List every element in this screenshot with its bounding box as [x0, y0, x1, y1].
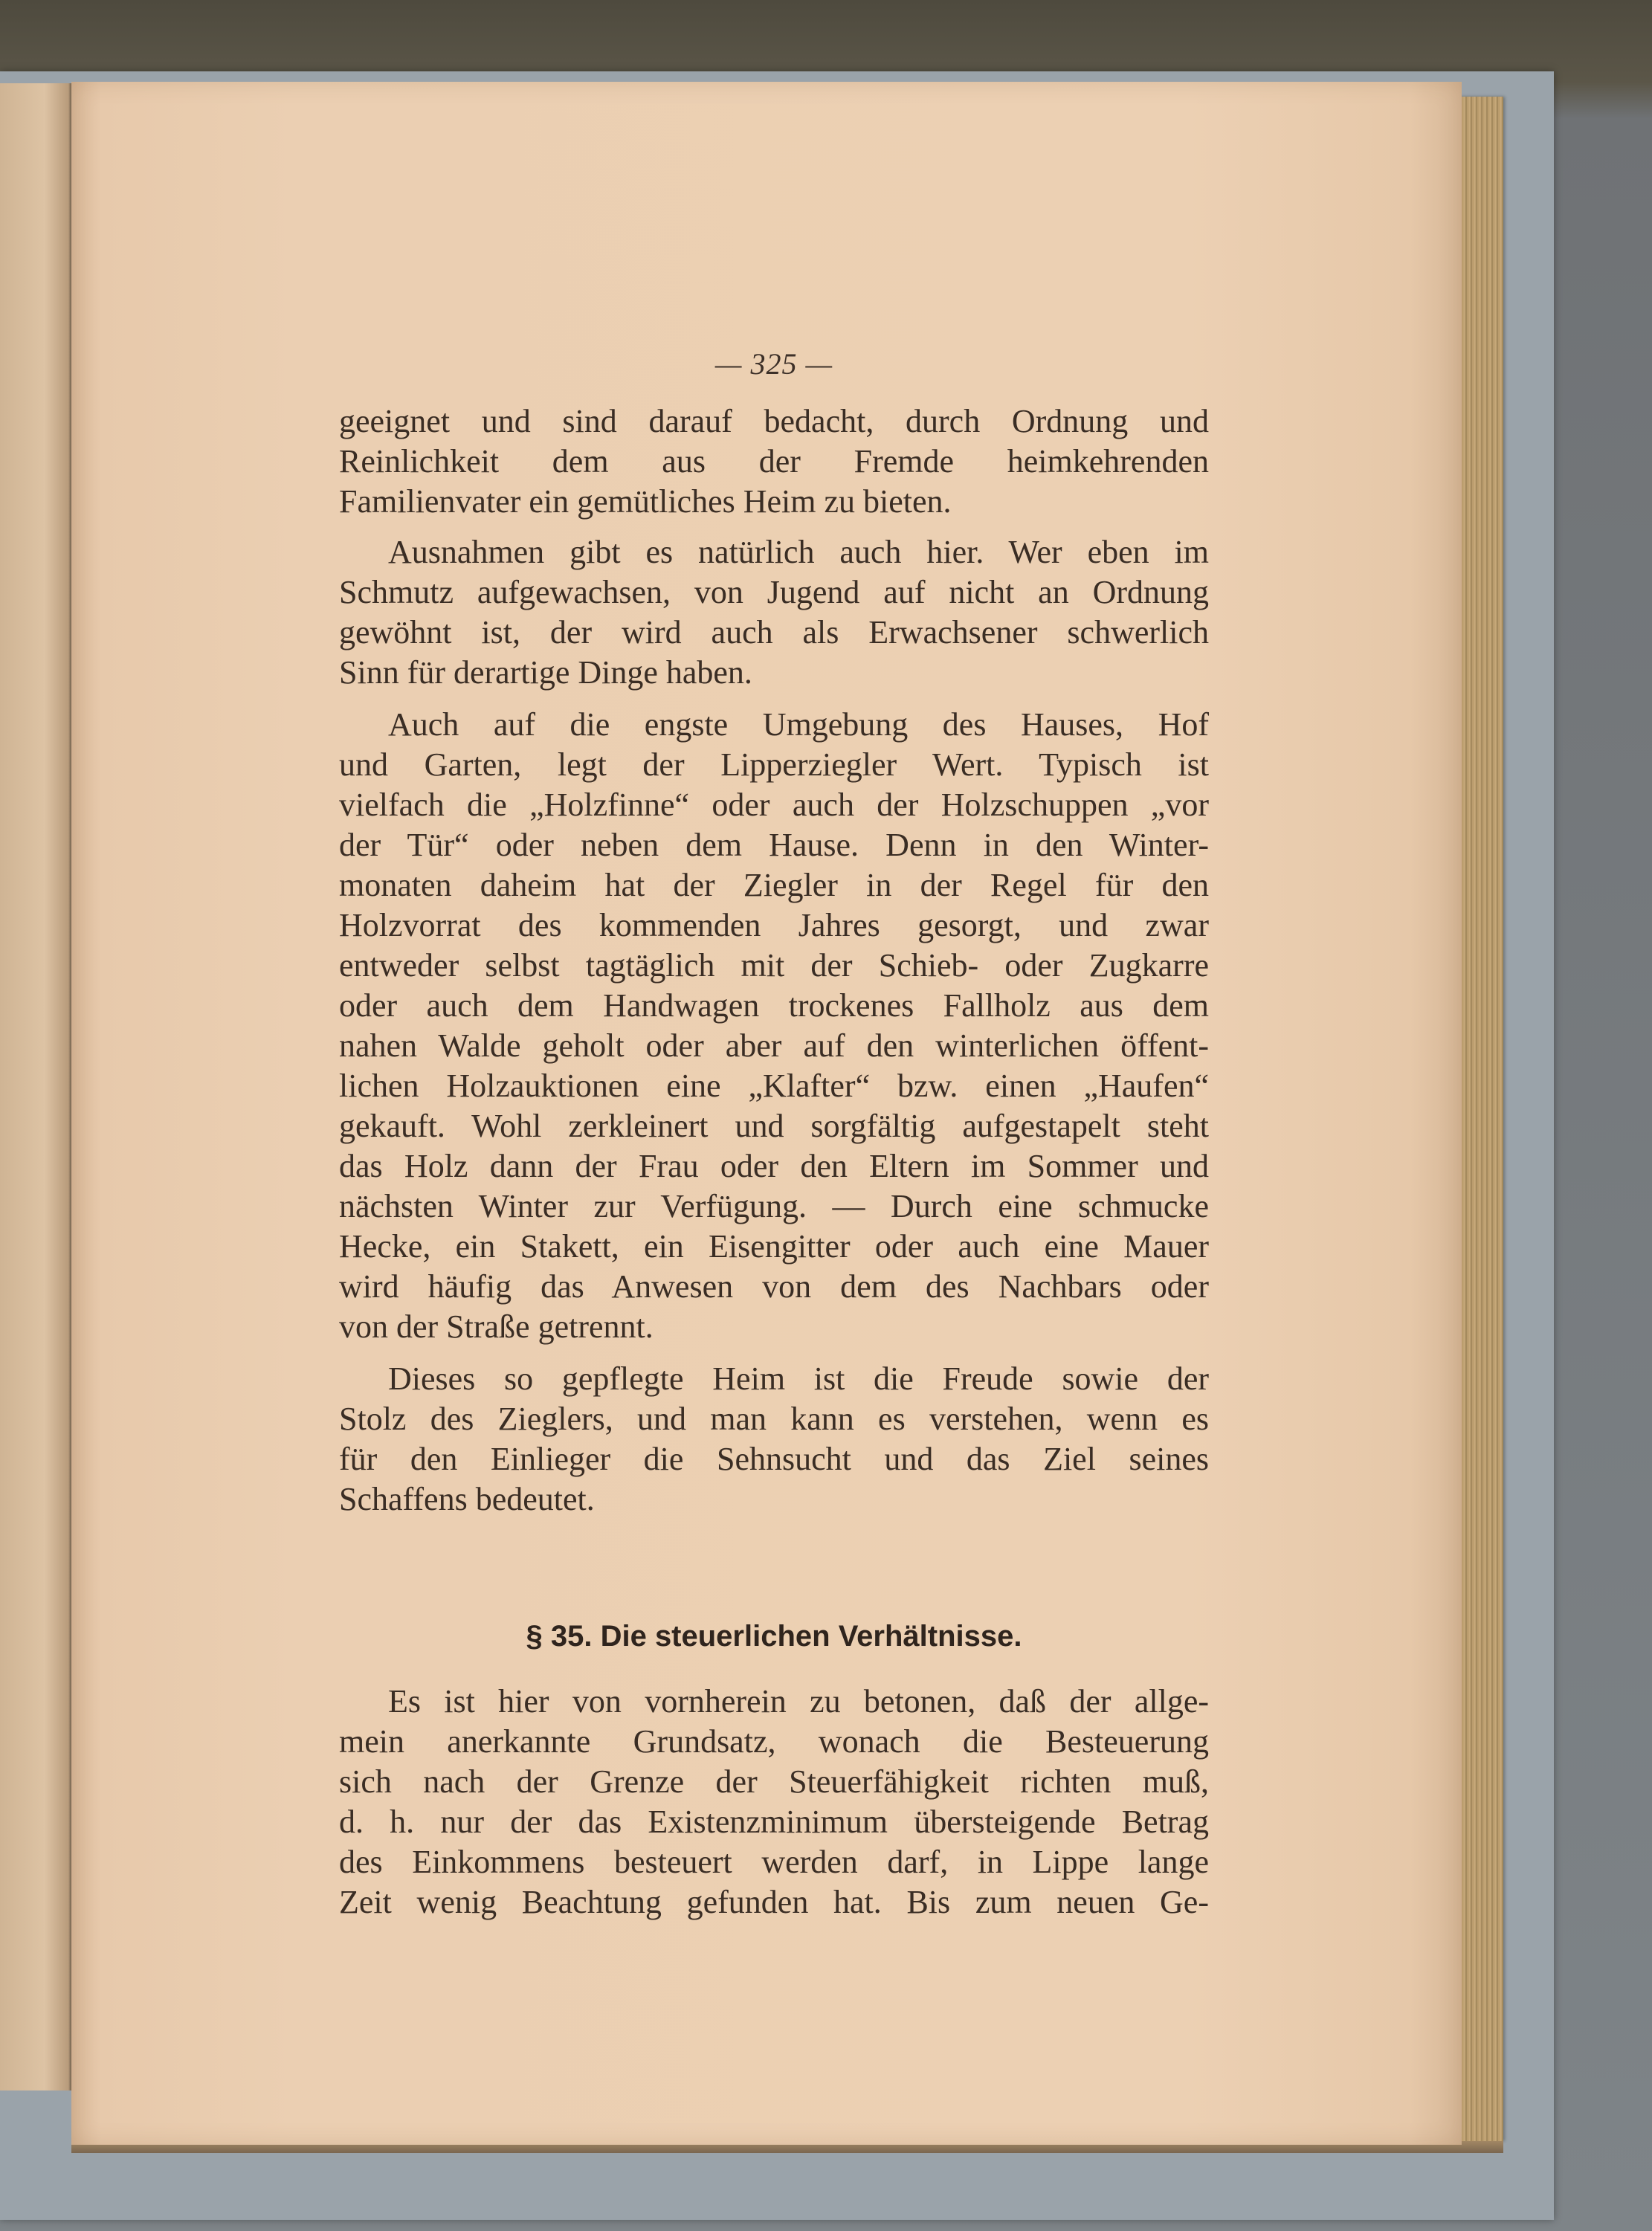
left-facing-page-edge: [0, 83, 71, 2090]
text-line: Zeit wenig Beachtung gefunden hat. Bis zum neuen Ge-: [339, 1884, 1209, 1920]
text-line: Reinlichkeit dem aus der Fremde heimkehrenden: [339, 443, 1209, 480]
text-line: gewöhnt ist, der wird auch als Erwachsener schwerlich: [339, 614, 1209, 650]
text-line: wird häufig das Anwesen von dem des Nachbars oder: [339, 1268, 1209, 1305]
text-line: entweder selbst tagtäglich mit der Schieb- oder Zugkarre: [339, 947, 1209, 984]
text-line: Sinn für derartige Dinge haben.: [339, 654, 752, 691]
text-line: Familienvater ein gemütliches Heim zu bieten.: [339, 483, 952, 520]
text-line: der Tür“ oder neben dem Hause. Denn in den Winter-: [339, 827, 1209, 863]
text-line: Hecke, ein Stakett, ein Eisengitter oder auch eine Mauer: [339, 1228, 1209, 1265]
text-line: des Einkommens besteuert werden darf, in Lippe lange: [339, 1844, 1209, 1880]
text-line: Es ist hier von vornherein zu betonen, daß der allge-: [388, 1683, 1209, 1720]
text-line: sich nach der Grenze der Steuerfähigkeit richten muß,: [339, 1763, 1209, 1800]
text-line: monaten daheim hat der Ziegler in der Regel für den: [339, 867, 1209, 903]
text-line: gekauft. Wohl zerkleinert und sorgfältig aufgestapelt steht: [339, 1108, 1209, 1144]
page-block-edges: [1457, 97, 1503, 2141]
text-line: Schmutz aufgewachsen, von Jugend auf nicht an Ordnung: [339, 574, 1209, 610]
text-line: Stolz des Zieglers, und man kann es verstehen, wenn es: [339, 1401, 1209, 1437]
page-number: — 325 —: [714, 347, 833, 381]
text-line: nächsten Winter zur Verfügung. — Durch eine schmucke: [339, 1188, 1209, 1224]
text-line: von der Straße getrennt.: [339, 1308, 654, 1345]
text-line: Schaffens bedeutet.: [339, 1481, 595, 1517]
book-page: [71, 82, 1462, 2145]
text-line: für den Einlieger die Sehnsucht und das Ziel seines: [339, 1441, 1209, 1477]
text-line: vielfach die „Holzfinne“ oder auch der Holzschuppen „vor: [339, 787, 1209, 823]
text-line: mein anerkannte Grundsatz, wonach die Besteuerung: [339, 1723, 1209, 1760]
text-line: nahen Walde geholt oder aber auf den winterlichen öffent-: [339, 1027, 1209, 1064]
section-heading: § 35. Die steuerlichen Verhältnisse.: [526, 1620, 1022, 1653]
text-line: das Holz dann der Frau oder den Eltern im Sommer und: [339, 1148, 1209, 1184]
text-line: geeignet und sind darauf bedacht, durch Ordnung und: [339, 403, 1209, 439]
text-line: Holzvorrat des kommenden Jahres gesorgt, und zwar: [339, 907, 1209, 943]
text-line: oder auch dem Handwagen trockenes Fallholz aus dem: [339, 987, 1209, 1024]
text-line: Dieses so gepflegte Heim ist die Freude sowie der: [388, 1360, 1209, 1397]
text-line: Ausnahmen gibt es natürlich auch hier. Wer eben im: [388, 534, 1209, 570]
text-line: lichen Holzauktionen eine „Klafter“ bzw. einen „Haufen“: [339, 1068, 1209, 1104]
text-line: Auch auf die engste Umgebung des Hauses, Hof: [388, 706, 1209, 743]
text-line: d. h. nur der das Existenzminimum übersteigende Betrag: [339, 1804, 1209, 1840]
text-line: und Garten, legt der Lipperziegler Wert. Typisch ist: [339, 746, 1209, 783]
